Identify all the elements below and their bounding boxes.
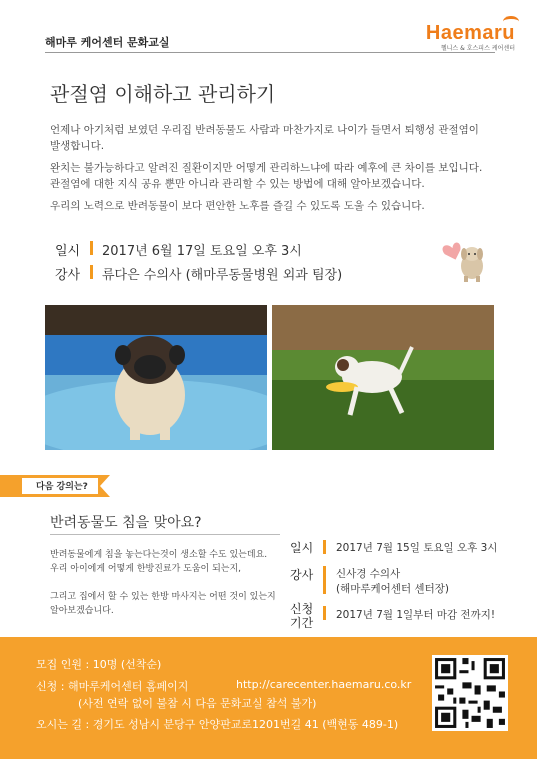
next-lecture-title: 반려동물도 침을 맞아요? <box>50 515 202 531</box>
date-bar <box>90 241 93 255</box>
next-apply-value: 2017년 7월 1일부터 마감 전까지! <box>336 609 496 621</box>
next-apply-label-1: 신청 <box>290 602 314 616</box>
homepage-link[interactable]: http://carecenter.haemaru.co.kr <box>236 678 412 691</box>
page-title: 관절염 이해하고 관리하기 <box>50 82 276 106</box>
dog-frisbee-photo <box>272 305 494 450</box>
next-apply-label-2: 기간 <box>290 616 314 630</box>
qr-code-icon[interactable] <box>432 655 508 731</box>
logo-subtitle: 헬니스 & 호스피스 케어센터 <box>440 45 515 52</box>
next-date-bar <box>323 540 326 554</box>
speaker-value: 류다은 수의사 (해마루동물병원 외과 팀장) <box>102 268 343 283</box>
next-speaker-value-2: (해마루케어센터 센터장) <box>336 583 449 595</box>
logo-name: Haemaru <box>425 22 515 44</box>
intro-line-2: 발생합니다. <box>50 140 105 152</box>
next-speaker-label: 강사 <box>290 568 314 582</box>
speaker-label: 강사 <box>55 268 81 283</box>
next-divider <box>50 534 280 535</box>
next-date-label: 일시 <box>290 541 314 555</box>
next-desc-line-2: 우리 아이에게 어떻게 한방진료가 도움이 되는지, <box>50 564 242 574</box>
next-apply-bar <box>323 606 326 620</box>
intro-line-3: 완치는 불가능하다고 알려진 질환이지만 어떻게 관리하느냐에 따라 예후에 큰 차이를 보입니다. <box>50 162 483 174</box>
date-label: 일시 <box>55 244 81 259</box>
address-info: 오시는 길 : 경기도 성남시 분당구 안양판교로1201번길 41 (백현동 489-1) <box>36 718 399 731</box>
pug-in-pool-photo <box>45 305 267 450</box>
next-desc-line-1: 반려동물에게 침을 놓는다는것이 생소할 수도 있는데요. <box>50 550 268 560</box>
center-tag: 해마루 케어센터 문화교실 <box>45 36 170 49</box>
next-lecture-ribbon-text: 다음 강의는? <box>36 482 88 492</box>
next-desc-line-5: 알아보겠습니다. <box>50 606 114 616</box>
intro-line-4: 관절염에 대한 지식 공유 뿐만 아니라 관리할 수 있는 방법에 대해 알아보겠습니다. <box>50 178 425 190</box>
apply-prefix: 신청 : 해마루케어센터 홈페이지 <box>36 680 189 693</box>
speaker-bar <box>90 265 93 279</box>
date-value: 2017년 6월 17일 토요일 오후 3시 <box>102 244 302 259</box>
apply-note: (사전 연락 없이 불참 시 다음 문화교실 참석 불가) <box>78 697 317 710</box>
logo-swoosh-icon <box>503 16 519 27</box>
dog-heart-illustration <box>440 232 490 284</box>
intro-line-1: 언제나 아기처럼 보였던 우리집 반려동물도 사람과 마찬가지로 나이가 들면서 퇴행성 관절염이 <box>50 124 479 136</box>
next-desc-line-4: 그리고 집에서 할 수 있는 한방 마사지는 어떤 것이 있는지 <box>50 592 276 602</box>
intro-line-5: 우리의 노력으로 반려동물이 보다 편안한 노후를 즐길 수 있도록 도울 수 있습니다. <box>50 200 425 212</box>
haemaru-logo <box>426 22 515 52</box>
next-date-value: 2017년 7월 15일 토요일 오후 3시 <box>336 542 498 554</box>
recruit-info: 모집 인원 : 10명 (선착순) <box>36 658 162 671</box>
next-speaker-bar <box>323 566 326 594</box>
header-divider <box>45 52 495 53</box>
next-speaker-value-1: 신사경 수의사 <box>336 568 401 580</box>
